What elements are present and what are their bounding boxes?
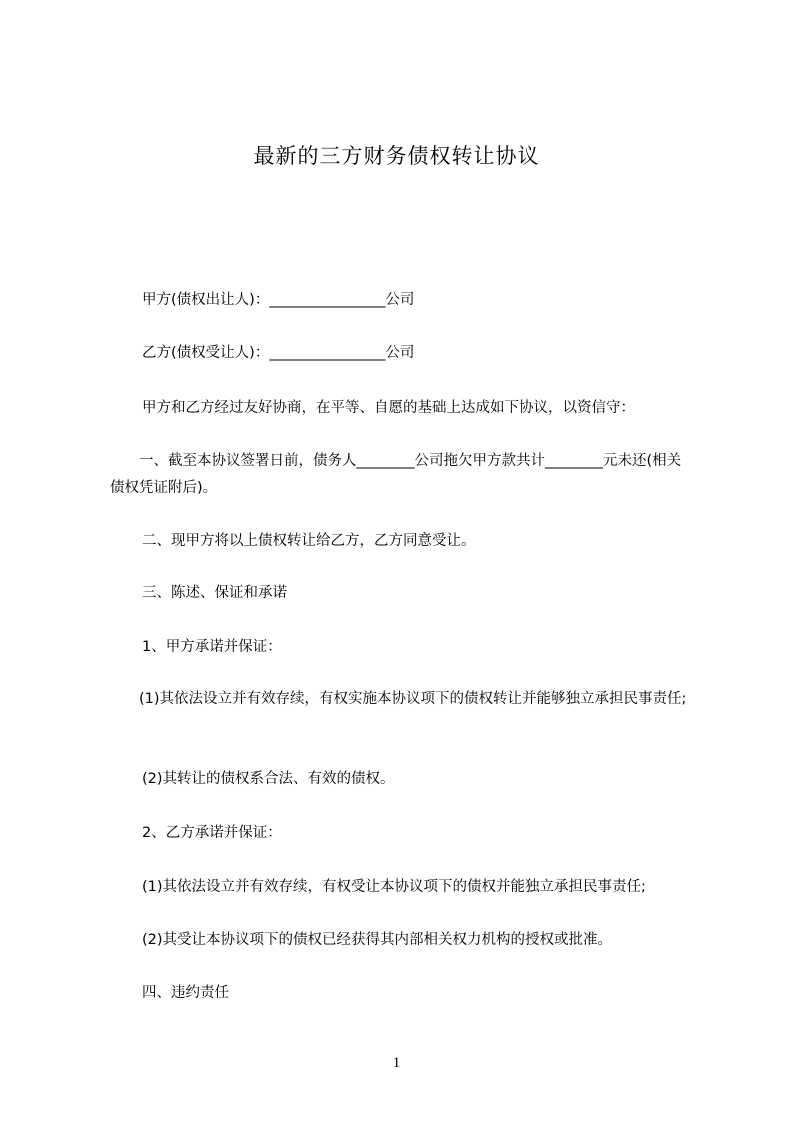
clause-1-paragraph: 一、截至本协议签署日前，债务人________公司拖欠甲方款共计________元未还(相关债权凭证附后)。 (110, 453, 682, 496)
preamble-paragraph: 甲方和乙方经过友好协商，在平等、自愿的基础上达成如下协议，以资信守： (113, 400, 635, 416)
clause-2-paragraph: 二、现甲方将以上债权转让给乙方，乙方同意受让。 (113, 533, 476, 549)
clause-3-1-2-paragraph: (2)其转让的债权系合法、有效的债权。 (113, 771, 395, 787)
clause-3-2-1-paragraph: (1)其依法设立并有效存续，有权受让本协议项下的债权并能独立承担民事责任; (113, 879, 646, 895)
clause-3-1-1-paragraph: (1)其依法设立并有效存续，有权实施本协议项下的债权转让并能够独立承担民事责任; (110, 691, 687, 707)
party-b-line: 乙方(债权受让人)：________________公司 (113, 345, 415, 361)
clause-3-2-heading: 2、乙方承诺并保证： (113, 825, 282, 841)
page-number: 1 (392, 1055, 401, 1071)
party-a-line: 甲方(债权出让人)：________________公司 (113, 292, 415, 308)
clause-3-heading: 三、陈述、保证和承诺 (113, 585, 287, 601)
clause-3-2-2-paragraph: (2)其受让本协议项下的债权已经获得其内部相关权力机构的授权或批准。 (113, 932, 613, 948)
document-title: 最新的三方财务债权转让协议 (253, 144, 540, 168)
clause-4-heading: 四、违约责任 (113, 985, 229, 1001)
clause-3-1-heading: 1、甲方承诺并保证： (113, 639, 282, 655)
